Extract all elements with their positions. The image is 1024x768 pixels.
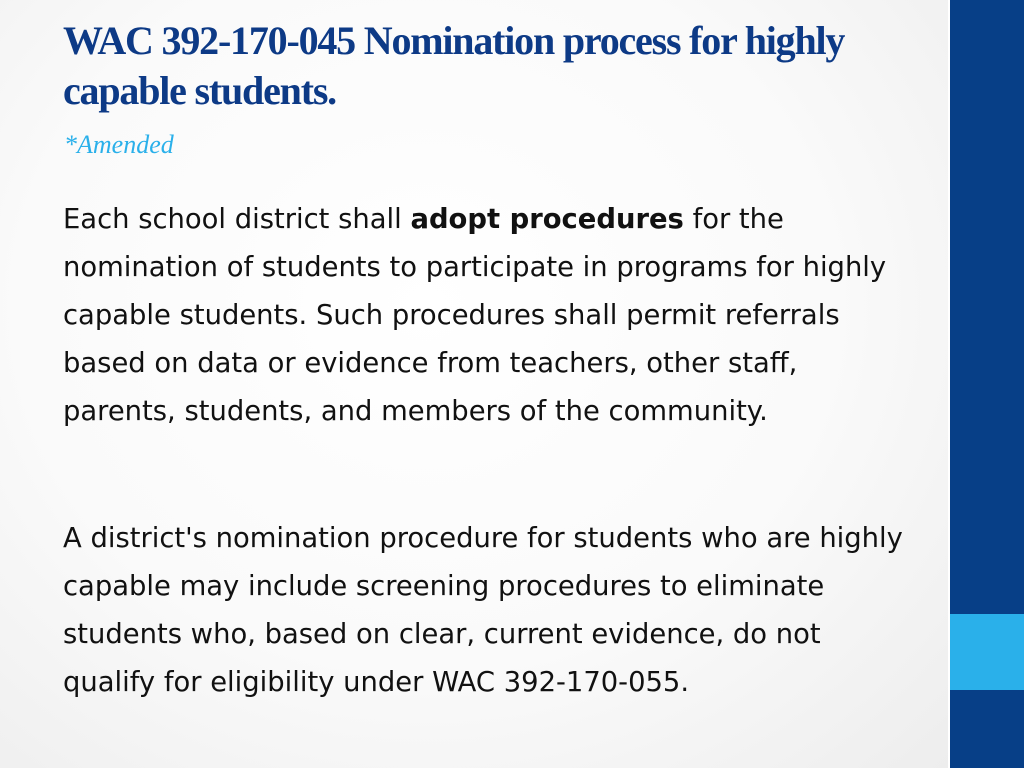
slide-title: WAC 392-170-045 Nomination process for highly capable students. bbox=[63, 18, 845, 113]
body-paragraph-1 bbox=[63, 196, 913, 436]
body-paragraph-2: A district's nomination procedure for students who are highly capable may include screening procedures to eliminate students who, based on clear, current evidence, do not qualify for eligibility under WAC 392-170-055. bbox=[63, 523, 903, 698]
slide-subtitle: *Amended bbox=[64, 130, 174, 159]
paragraph-1-intro: Each school district shall bbox=[63, 204, 411, 235]
paragraph-1-rest: for the nomination of students to participate in programs for highly capable students. Such procedures shall permit referrals based on data or evidence from teachers, other staff, parents, students, and members of the community. bbox=[63, 204, 887, 427]
paragraph-1-emphasis: adopt procedures bbox=[410, 204, 684, 235]
decorative-side-accent bbox=[948, 614, 1024, 690]
